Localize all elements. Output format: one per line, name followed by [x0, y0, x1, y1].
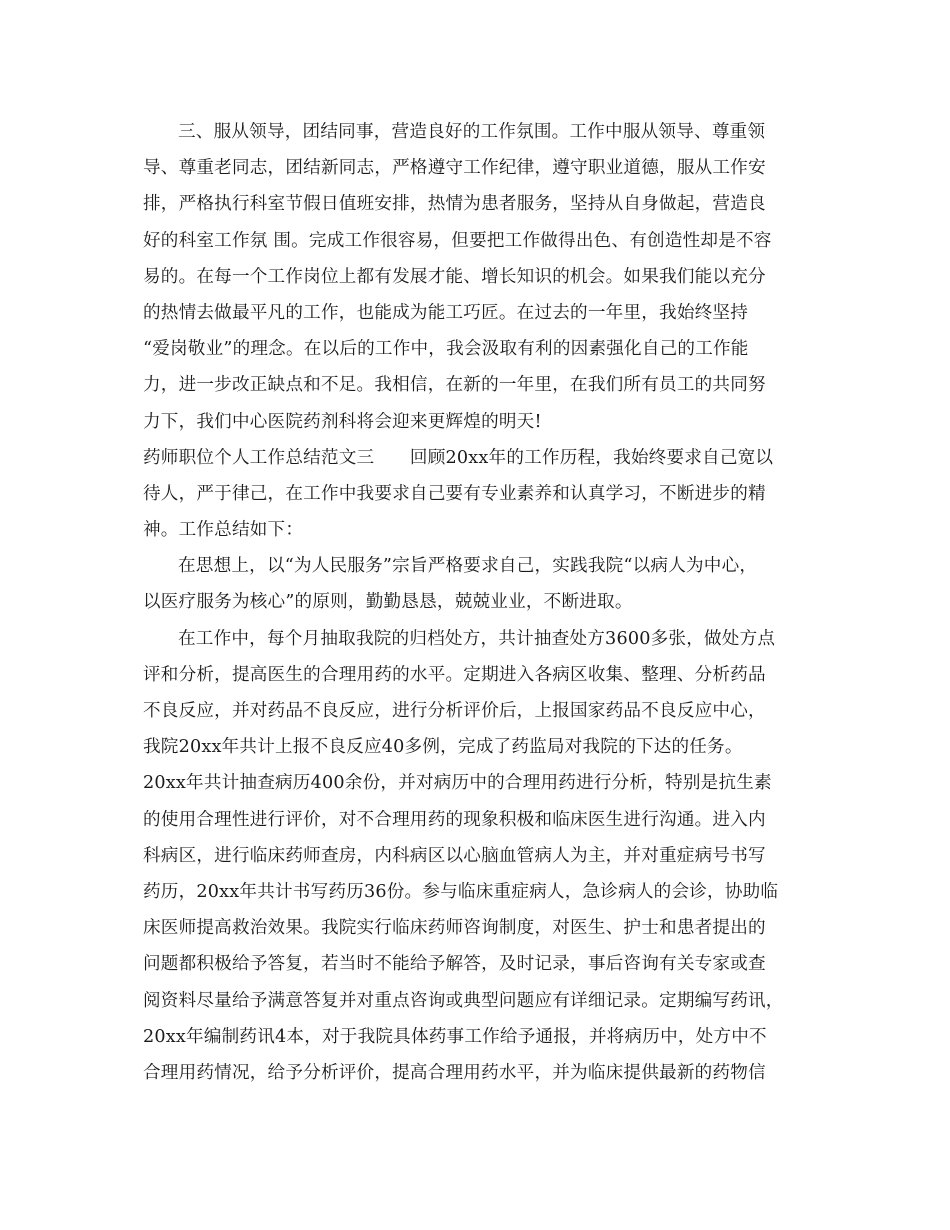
text-line: 20xx年共计抽查病历400余份，并对病历中的合理用药进行分析，特别是抗生素 [143, 773, 772, 794]
text-line: 以医疗服务为核心”的原则，勤勤恳恳，兢兢业业，不断进取。 [143, 592, 633, 613]
text-line: 力，进一步改正缺点和不足。我相信，在新的一年里，在我们所有员工的共同努 [143, 375, 766, 396]
text-line: 阅资料尽量给予满意答复并对重点咨询或典型问题应有详细记录。定期编写药讯， [143, 990, 784, 1011]
text-line: 的热情去做最平凡的工作，也能成为能工巧匠。在过去的一年里，我始终坚持 [143, 302, 748, 323]
text-line: 待人，严于律己，在工作中我要求自己要有专业素养和认真学习，不断进步的精 [143, 483, 766, 504]
text-line: 排，严格执行科室节假日值班安排，热情为患者服务，坚持从自身做起，营造良 [143, 194, 766, 215]
text-line: 合理用药情况，给予分析评价，提高合理用药水平，并为临床提供最新的药物信 [143, 1062, 766, 1083]
text-line: 易的。在每一个工作岗位上都有发展才能、增长知识的机会。如果我们能以充分 [143, 266, 766, 287]
text-line: 的使用合理性进行评价，对不合理用药的现象积极和临床医生进行沟通。进入内 [143, 809, 766, 830]
text-line: 科病区，进行临床药师查房，内科病区以心脑血管病人为主，并对重症病号书写 [143, 845, 766, 866]
document-page [143, 114, 808, 1091]
text-line: “爱岗敬业”的理念。在以后的工作中，我会汲取有利的因素强化自己的工作能 [143, 339, 749, 360]
text-line: 床医师提高救治效果。我院实行临床药师咨询制度，对医生、护士和患者提出的 [143, 918, 766, 939]
text-line: 三、服从领导，团结同事，营造良好的工作氛围。工作中服从领导、尊重领 [178, 122, 766, 142]
text-line: 问题都积极给予答复，若当时不能给予解答，及时记录，事后咨询有关专家或查 [143, 954, 766, 975]
text-line: 在思想上，以“为人民服务”宗旨严格要求自己，实践我院“以病人为中心， [178, 556, 758, 577]
text-line: 药师职位个人工作总结范文三 回顾20xx年的工作历程，我始终要求自己宽以 [143, 447, 774, 468]
text-line: 力下，我们中心医院药剂科将会迎来更辉煌的明天! [143, 411, 542, 432]
text-line: 20xx年编制药讯4本，对于我院具体药事工作给予通报，并将病历中，处方中不 [143, 1026, 767, 1047]
text-line: 在工作中，每个月抽取我院的归档处方，共计抽查处方3600多张，做处方点 [178, 628, 776, 649]
text-line: 评和分析，提高医生的合理用药的水平。定期进入各病区收集、整理、分析药品 [143, 664, 766, 685]
text-line: 药历，20xx年共计书写药历36份。参与临床重症病人，急诊病人的会诊，协助临 [143, 881, 779, 902]
text-line: 导、尊重老同志，团结新同志，严格遵守工作纪律，遵守职业道德，服从工作安 [143, 158, 766, 179]
text-line: 不良反应，并对药品不良反应，进行分析评价后，上报国家药品不良反应中心， [143, 701, 766, 721]
text-line: 神。工作总结如下： [143, 520, 304, 541]
text-line: 我院20xx年共计上报不良反应40多例，完成了药监局对我院的下达的任务。 [143, 737, 743, 758]
text-line: 好的科室工作氛 围。完成工作很容易，但要把工作做得出色、有创造性却是不容 [143, 230, 772, 251]
